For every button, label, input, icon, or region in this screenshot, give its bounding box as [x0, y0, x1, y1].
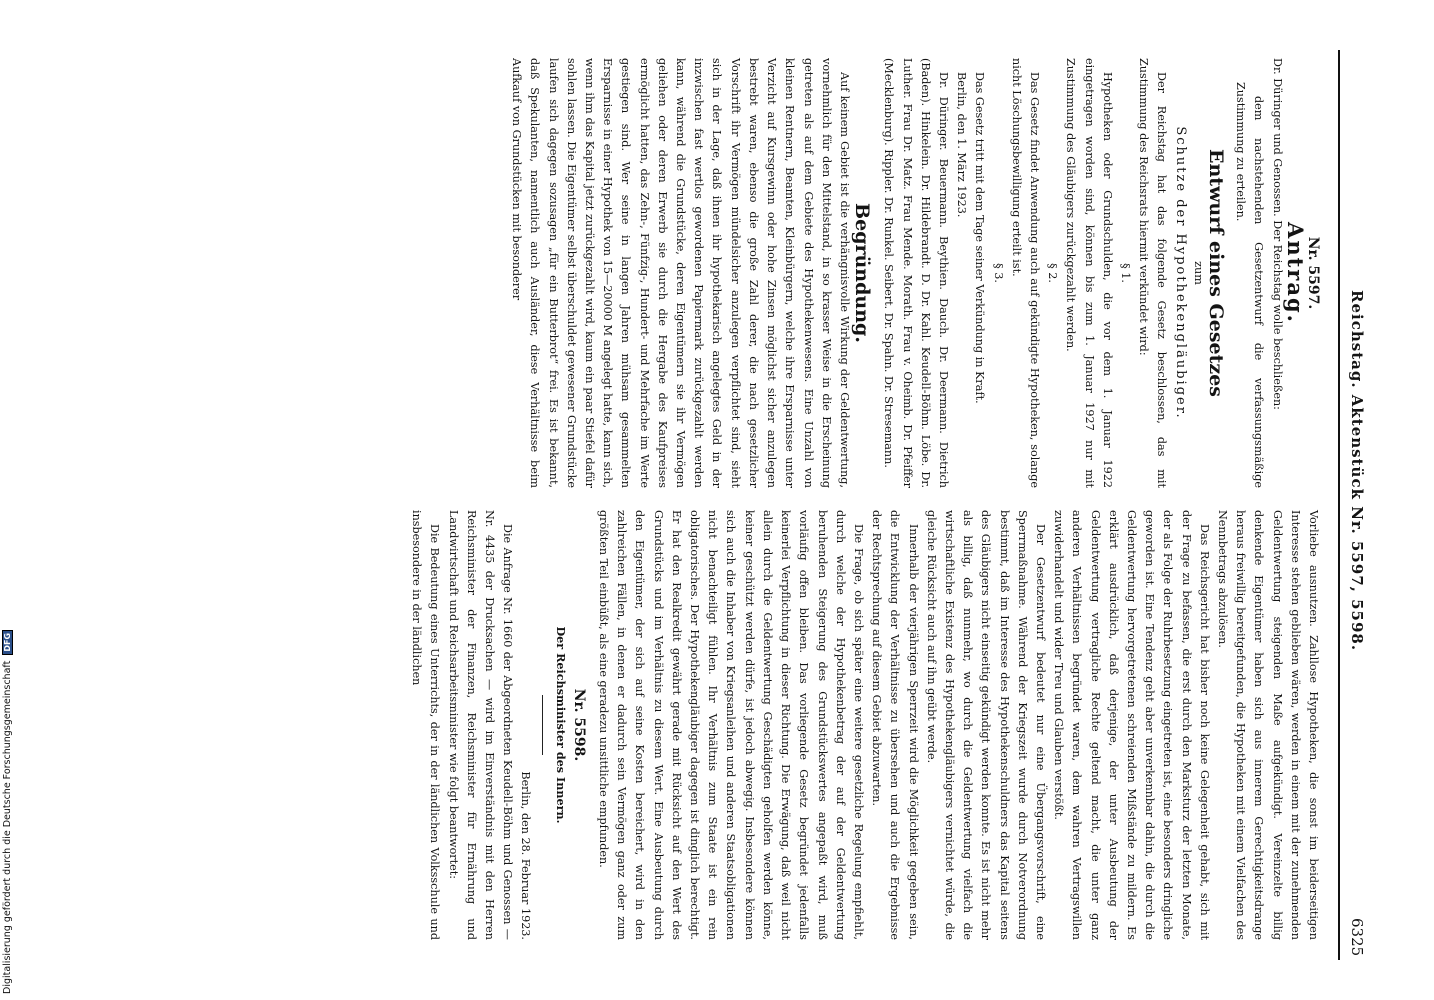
page-number: 6325: [1348, 918, 1366, 957]
section-1-heading: § 1.: [1118, 263, 1132, 283]
page-header: [1330, 50, 1370, 980]
draft-subject: Schutze der Hypothekengläubiger.: [1172, 126, 1188, 420]
signers: Dr. Düringer. Beuermann. Beythien. Dauch. Dr. Deermann. Dietrich (Baden). Hinkelein. Dr. Hildebrandt. D. Dr. Kahl. Keudell-Böhm. Löbe. Dr. Luther. Frau Dr. Matz. Frau Mende. Morath. Frau v. Oheimb. Dr. Pfeiffer (Mecklenburg). Rippler. Dr. Runkel. Seibert. Dr. Spahn. Dr. Stresemann.: [882, 58, 950, 488]
document-number-2: Nr. 5598.: [570, 688, 587, 762]
draft-title: Entwurf eines Gesetzes: [1204, 148, 1227, 397]
paragraph-sperrzeit: Innerhalb der vierjährigen Sperrzeit wird die Möglichkeit gegeben sein, die Entwicklung der Verhältnisse zu übersehen und auch die Ergebnisse der Rechtsprechung auf diesem Gebiet abzuwarten.: [870, 510, 920, 940]
paragraph-gesetzentwurf: Der Gesetzentwurf bedeutet nur eine Übergangsvorschrift, eine Sperrmaßnahme. Während der Kriegszeit wurde durch Notverordnung bestimmt, daß im Interesse des Hypothekenschuldners das Kapital seitens des Gläubigers nicht einseitig gekündigt werden konnte. Es ist nicht mehr als billig, daß nunmehr, wo durch die Geldentwertung vielfach die wirtschaftliche Existenz des Hypothekengläubigers vernichtet würde, die gleiche Rücksicht auch auf ihn geübt werde.: [924, 510, 1047, 940]
begruendung-heading: Begründung.: [851, 203, 874, 343]
header-title: Reichstag. Aktenstück Nr. 5597, 5598.: [1348, 290, 1366, 652]
paragraph-regelung: Die Frage, ob sich später eine weitere gesetzliche Regelung empfiehlt, durch welche der Hypothekenbetrag der auf der Geldentwertung beruhenden Steigerung des Grundstückswertes angepaßt wird, muß vorläufig offen bleiben. Das vorliegende Gesetz begründet jedenfalls keinerlei Verpflichtung in dieser Richtung. Die Erwägung, daß weil nicht allein durch die Geldentwertung Geschädigten geholfen werden könne, keiner geschützt werden dürfe, ist jedoch abwegig. Insbesondere können sich auch die Inhaber von Kriegsanleihen und anderen Staatsobligationen nicht benachteiligt fühlen. Ihr Verhältnis zum Staate ist ein rein obligatorisches. Der Hypothekengläubiger dagegen ist dinglich berechtigt. Er hat den Realkredit gewährt gerade mit Rücksicht auf den Wert des Grundstücks und im Verhältnis zu diesem Wert. Eine Ausbeutung durch den Eigentümer, der sich auf seine Kosten bereichert, wird in den zahlreichen Fällen, in denen er dadurch sein Vermögen ganz oder zum größten Teil einbüßt, als eine geradezu unsittliche empfunden.: [597, 510, 865, 940]
preamble: Der Reichstag hat das folgende Gesetz beschlossen, das mit Zustimmung des Reichsrats hiermit verkündet wird:: [1137, 58, 1169, 488]
continuation-text: Vorliebe ausnutzen. Zahllose Hypotheken, die sonst im beiderseitigen Interesse stehen geblieben wären, werden in einem mit der zunehmenden Geldentwertung steigenden Maße aufgekündigt. Vereinzelte billig denkende Eigentümer haben sich aus innerem Gerechtigkeitsdrange heraus freiwillig bereitgefunden, die Hypotheken mit einem Vielfachen des Nennbetrags abzulösen.: [1215, 510, 1320, 940]
paragraph-anfrage: Die Anfrage Nr. 1660 der Abgeordneten Keudell-Böhm und Genossen — Nr. 4435 der Drucksachen — wird im Einverständnis mit den Herren Reichsminister der Finanzen, Reichsminister für Ernährung und Landwirtschaft und Reichsarbeitsminister wie folgt beantwortet:: [446, 510, 515, 940]
reply-date: Berlin, den 28. Februar 1923.: [519, 771, 533, 940]
begruendung-text: Auf keinem Gebiet ist die verhängnisvolle Wirkung der Geldentwertung, vornehmlich für den Mittelstand, in so krasser Weise in die Erscheinung getreten als auf dem Gebiete des Hypothekenwesens. Eine Unzahl von kleinen Rentnern, Beamten, Kleinbürgern, welche ihre Ersparnisse unter Verzicht auf Kursgewinn oder hohe Zinsen möglichst sicher anzulegen bestrebt waren, ebenso die große Zahl derer, die nach gesetzlicher Vorschrift ihr Vermögen mündelsicher anzulegen verpflichtet sind, sieht sich in der Lage, daß ihnen ihr hypothekarisch angelegtes Geld in der inzwischen fast wertlos gewordenen Papiermark zurückgezahlt werden kann, während die Grundstücke, deren Eigentümern sie ihr Vermögen geliehen oder deren Erwerb sie durch die Hergabe des Kaufpreises ermöglicht hatten, das Zehn-, Fünfzig-, Hundert- und Mehrfache im Werte gestiegen sind. Wer seine in langen Jahren mühsam gesammelten Ersparnisse in einer Hypothek von 15—20000 M angelegt hatte, kann sich, wenn ihm das Kapital jetzt zurückgezahlt wird, kaum ein paar Stiefel dafür sohlen lassen. Die Eigentümer selbst überschuldet gewesener Grundstücke laufen sich dagegen sozusagen „für ein Butterbrot“ frei. Es ist bekannt, daß Spekulanten, namentlich auch Ausländer, diese Verhältnisse beim Aufkauf von Grundstücken mit besonderer: [510, 58, 851, 488]
page-content: [80, 0, 1370, 1000]
section-2-heading: § 2.: [1046, 263, 1060, 283]
section-3-heading: § 3.: [991, 263, 1005, 283]
digitization-note-text: Digitalisierung gefördert durch die Deutsche Forschungsgemeinschaft: [2, 660, 13, 994]
section-rule: [542, 695, 543, 755]
section-3-text: Das Gesetz tritt mit dem Tage seiner Verkündung in Kraft.: [973, 72, 987, 404]
antrag-heading: Antrag.: [1282, 222, 1308, 324]
draft-zum: zum: [1191, 261, 1205, 285]
section-1-text: Hypotheken oder Grundschulden, die vor dem 1. Januar 1922 eingetragen worden sind, können bis zum 1. Januar 1927 nur mit Zustimmung des Gläubigers zurückgezahlt werden.: [1064, 58, 1114, 488]
continuation-column: [407, 510, 1322, 940]
ministry-heading: Der Reichsminister des Innern.: [553, 626, 568, 824]
antrag-column: [507, 58, 1322, 488]
document-number: Nr. 5597.: [1305, 236, 1321, 310]
section-2-text: Das Gesetz findet Anwendung auch auf gekündigte Hypotheken, solange nicht Löschungsbewilligung erteilt ist.: [1009, 58, 1041, 488]
header-rule: [1338, 50, 1340, 960]
antrag-intro-2: dem nachstehenden Gesetzentwurf die verfassungsmäßige Zustimmung zu erteilen.: [1234, 82, 1266, 488]
paragraph-bedeutung: Die Bedeutung eines Unterrichts, der in der ländlichen Volksschule und insbesondere in der ländlichen: [410, 510, 442, 940]
paragraph-reichsgericht: Das Reichsgericht hat bisher noch keine Gelegenheit gehabt, sich mit der Frage zu befassen, die erst durch den Marksturz der letzten Monate, der als Folge der Ruhrbesetzung eingetreten ist, eine besonders dringliche geworden ist. Eine Tendenz geht aber unverkennbar dahin, die durch die Geldentwertung hervorgetretenen schreienden Mißstände zu mildern. Es erklärt ausdrücklich, daß derjenige, der unter Ausbeutung der Geldentwertung vertragliche Rechte geltend macht, die unter ganz anderen Verhältnissen begründet waren, dem wahren Vertragswillen zuwiderhandelt und wider Treu und Glauben verstößt.: [1052, 510, 1211, 940]
antrag-date: Berlin, den 1. März 1923.: [955, 72, 969, 218]
antrag-intro: Dr. Düringer und Genossen. Der Reichstag wolle beschließen:: [1270, 58, 1284, 410]
dfg-logo: DFG: [2, 630, 13, 655]
